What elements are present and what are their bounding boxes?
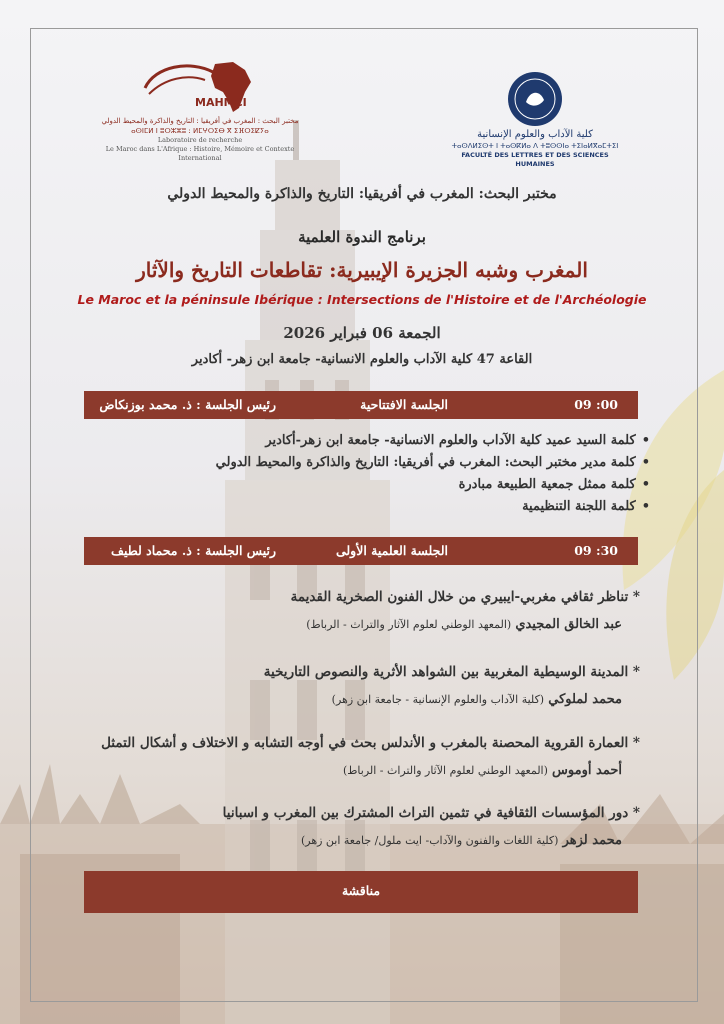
- lab-title: مختبر البحث: المغرب في أفريقيا: التاريخ والذاكرة والمحيط الدولي: [167, 186, 557, 202]
- opening-session-time: 09 :00: [574, 397, 618, 412]
- speaker-name: محمد لزهر: [562, 833, 622, 848]
- speaker-affiliation: (المعهد الوطني لعلوم الآثار والتراث - الرباط): [342, 764, 548, 777]
- speaker-name: أحمد أوموس: [552, 763, 622, 778]
- talk-2: [70, 662, 640, 707]
- conference-date: الجمعة 06 فبراير 2026: [283, 324, 441, 342]
- discussion-label: مناقشة: [341, 883, 381, 898]
- opening-session-bar: [84, 391, 638, 419]
- speaker-affiliation: (كلية الآداب والعلوم الإنسانية - جامعة ابن زهر): [331, 693, 545, 706]
- lab-logo: [100, 58, 300, 168]
- opening-speeches-list: [80, 430, 650, 518]
- opening-session-chair: رئيس الجلسة : ذ. محمد بوزنكاض: [99, 397, 276, 412]
- lab-logo-arabic: مختبر البحث : المغرب في أفريقيا : التاريخ والذاكرة والمحيط الدولي: [101, 117, 299, 125]
- discussion-bar: [84, 871, 638, 913]
- talk-4: [70, 803, 640, 848]
- session1-time: 09 :30: [574, 543, 618, 558]
- faculty-name-french: FACULTÉ DES LETTRES ET DES SCIENCES HUMAINES: [461, 151, 609, 168]
- talk-author: [70, 692, 622, 707]
- talk-title: * تناظر ثقافي مغربي-ايبيري من خلال الفنون الصخرية القديمة: [70, 587, 640, 607]
- talk-title: * دور المؤسسات الثقافية في تثمين التراث المشترك بين المغرب و اسبانيا: [70, 803, 640, 823]
- talk-title: * المدينة الوسيطية المغربية بين الشواهد الأثرية والنصوص التاريخية: [70, 662, 640, 682]
- list-item: • كلمة مدير مختبر البحث: المغرب في أفريقيا: التاريخ والذاكرة والمحيط الدولي: [80, 452, 650, 474]
- program-title: برنامج الندوة العلمية: [298, 228, 426, 246]
- session1-name: الجلسة العلمية الأولى: [335, 543, 448, 558]
- lab-logo-french-label: Laboratoire de recherche: [157, 136, 243, 144]
- conference-title-french: Le Maroc et la péninsule Ibérique : Intersections de l'Histoire et de l'Archéologie: [77, 292, 647, 307]
- list-item: • كلمة السيد عميد كلية الآداب والعلوم الانسانية- جامعة ابن زهر-أكادير: [80, 430, 650, 452]
- talk-1: [70, 587, 640, 632]
- list-item: • كلمة اللجنة التنظيمية: [80, 496, 650, 518]
- speaker-affiliation: (كلية اللغات والفنون والآداب- ايت ملول/ جامعة ابن زهر): [300, 834, 559, 847]
- university-seal-icon: [506, 70, 564, 128]
- faculty-logo: [450, 70, 620, 170]
- speaker-affiliation: (المعهد الوطني لعلوم الآثار والتراث - الرباط): [306, 618, 512, 631]
- opening-session-name: الجلسة الافتتاحية: [360, 397, 448, 412]
- talk-3: [70, 733, 640, 778]
- conference-title-arabic: المغرب وشبه الجزيرة الإيبيرية: تقاطعات التاريخ والآثار: [136, 258, 588, 282]
- africa-map-icon: [135, 58, 265, 116]
- session1-bar: [84, 537, 638, 565]
- lab-logo-name: MAHMCI: [195, 96, 247, 109]
- lab-logo-french-name: Le Maroc dans L'Afrique : Histoire, Mémoire et Contexte International: [105, 145, 295, 162]
- talk-author: [70, 617, 622, 632]
- conference-venue: القاعة 47 كلية الآداب والعلوم الانسانية- جامعة ابن زهر- أكادير: [191, 352, 533, 367]
- speaker-name: عبد الخالق المجيدي: [515, 617, 622, 632]
- list-item: • كلمة ممثل جمعية الطبيعة مبادرة: [80, 474, 650, 496]
- faculty-name-arabic: كلية الآداب والعلوم الإنسانية: [477, 129, 593, 140]
- session1-chair: رئيس الجلسة : ذ. محماد لطيف: [111, 543, 276, 558]
- lab-logo-tifinagh: ⴰⵙⵏⵎⵍ ⵏ ⵓⵔⵣⵣⵓ : ⵍⵎⵖⵔⵉⴱ ⴳ ⵉⴼⵔⵉⵇⵢⴰ: [131, 127, 269, 135]
- talk-author: [70, 763, 622, 778]
- talk-author: [70, 833, 622, 848]
- talk-title: * العمارة القروية المحصنة بالمغرب و الأندلس بحث في أوجه التشابه و الاختلاف و أشكال التمثل: [70, 733, 640, 753]
- speaker-name: محمد لملوكي: [548, 692, 622, 707]
- faculty-name-tifinagh: ⵜⴰⵙⴷⵍⵉⵙⵜ ⵏ ⵜⴰⵙⴽⵍⴰ ⴷ ⵜⵓⵙⵙⵏⴰ ⵜⵉⵏⴰⵍⴳⴰⵎⵜⵉⵏ: [451, 142, 619, 150]
